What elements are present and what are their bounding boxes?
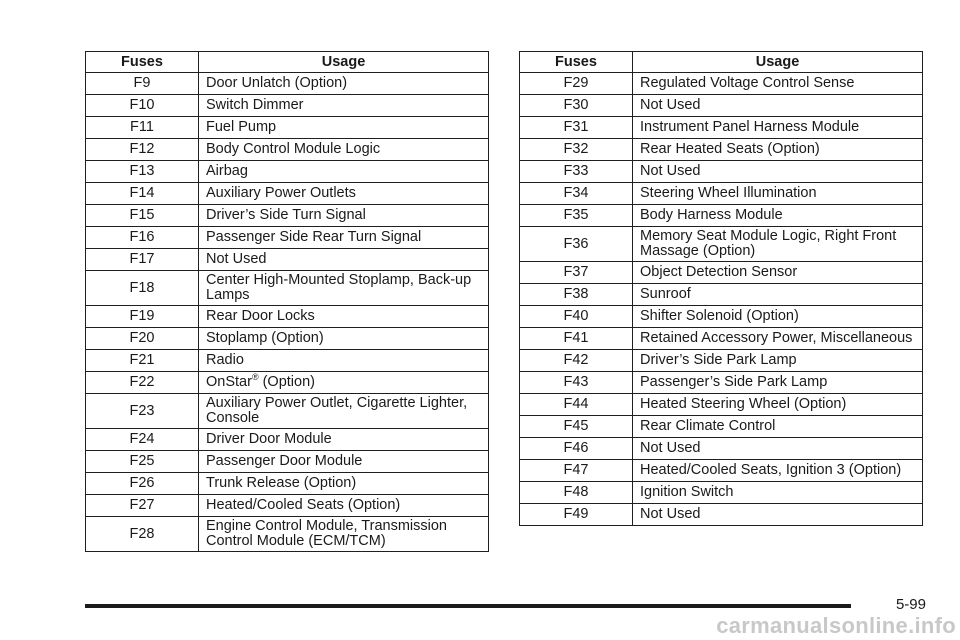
usage-cell: Driver’s Side Turn Signal bbox=[199, 205, 489, 227]
right-table-body bbox=[520, 73, 923, 526]
usage-cell: Trunk Release (Option) bbox=[199, 473, 489, 495]
table-row bbox=[520, 460, 923, 482]
usage-header: Usage bbox=[199, 52, 489, 73]
fuse-id-cell: F23 bbox=[86, 394, 199, 429]
right-fuse-table bbox=[519, 51, 923, 526]
fuse-id-cell: F43 bbox=[520, 372, 633, 394]
usage-cell: Retained Accessory Power, Miscellaneous bbox=[633, 328, 923, 350]
usage-cell: Switch Dimmer bbox=[199, 95, 489, 117]
table-row bbox=[86, 249, 489, 271]
usage-cell: Rear Door Locks bbox=[199, 306, 489, 328]
table-row bbox=[86, 372, 489, 394]
fuse-id-cell: F41 bbox=[520, 328, 633, 350]
table-row bbox=[86, 306, 489, 328]
usage-cell: Not Used bbox=[633, 161, 923, 183]
fuses-header: Fuses bbox=[86, 52, 199, 73]
usage-cell: Auxiliary Power Outlets bbox=[199, 183, 489, 205]
fuse-id-cell: F42 bbox=[520, 350, 633, 372]
fuse-id-cell: F26 bbox=[86, 473, 199, 495]
fuse-id-cell: F33 bbox=[520, 161, 633, 183]
table-row bbox=[520, 183, 923, 205]
usage-cell: Not Used bbox=[633, 95, 923, 117]
usage-cell: Driver’s Side Park Lamp bbox=[633, 350, 923, 372]
table-row bbox=[86, 429, 489, 451]
fuse-id-cell: F12 bbox=[86, 139, 199, 161]
table-row bbox=[520, 328, 923, 350]
fuse-id-cell: F49 bbox=[520, 504, 633, 526]
table-row bbox=[520, 284, 923, 306]
left-fuse-table bbox=[85, 51, 489, 552]
fuse-id-cell: F18 bbox=[86, 271, 199, 306]
fuse-id-cell: F25 bbox=[86, 451, 199, 473]
table-row bbox=[520, 227, 923, 262]
usage-cell: Passenger’s Side Park Lamp bbox=[633, 372, 923, 394]
fuse-id-cell: F34 bbox=[520, 183, 633, 205]
fuse-id-cell: F38 bbox=[520, 284, 633, 306]
usage-cell: Auxiliary Power Outlet, Cigarette Lighter, Console bbox=[199, 394, 489, 429]
table-row bbox=[86, 73, 489, 95]
fuse-id-cell: F30 bbox=[520, 95, 633, 117]
table-row bbox=[86, 95, 489, 117]
table-row bbox=[520, 350, 923, 372]
fuse-id-cell: F19 bbox=[86, 306, 199, 328]
fuse-id-cell: F31 bbox=[520, 117, 633, 139]
usage-text: (Option) bbox=[258, 374, 315, 390]
fuse-id-cell: F27 bbox=[86, 495, 199, 517]
table-row bbox=[520, 95, 923, 117]
fuse-id-cell: F21 bbox=[86, 350, 199, 372]
fuse-id-cell: F36 bbox=[520, 227, 633, 262]
usage-cell: Heated/Cooled Seats, Ignition 3 (Option) bbox=[633, 460, 923, 482]
left-table-body bbox=[86, 73, 489, 552]
table-row bbox=[520, 117, 923, 139]
table-row bbox=[86, 227, 489, 249]
usage-cell: Rear Climate Control bbox=[633, 416, 923, 438]
fuse-id-cell: F9 bbox=[86, 73, 199, 95]
fuse-id-cell: F46 bbox=[520, 438, 633, 460]
usage-cell: Object Detection Sensor bbox=[633, 262, 923, 284]
fuse-id-cell: F24 bbox=[86, 429, 199, 451]
table-row bbox=[520, 372, 923, 394]
table-row bbox=[520, 161, 923, 183]
usage-cell: Engine Control Module, Transmission Control Module (ECM/TCM) bbox=[199, 517, 489, 552]
table-row bbox=[86, 394, 489, 429]
table-row bbox=[520, 262, 923, 284]
usage-cell: Ignition Switch bbox=[633, 482, 923, 504]
fuse-id-cell: F10 bbox=[86, 95, 199, 117]
table-row bbox=[520, 482, 923, 504]
usage-cell: Passenger Door Module bbox=[199, 451, 489, 473]
table-row bbox=[86, 117, 489, 139]
usage-cell bbox=[199, 372, 489, 394]
fuse-id-cell: F37 bbox=[520, 262, 633, 284]
fuse-id-cell: F44 bbox=[520, 394, 633, 416]
fuses-header: Fuses bbox=[520, 52, 633, 73]
table-row bbox=[86, 350, 489, 372]
usage-cell: Stoplamp (Option) bbox=[199, 328, 489, 350]
fuse-id-cell: F15 bbox=[86, 205, 199, 227]
table-row bbox=[86, 183, 489, 205]
fuse-id-cell: F48 bbox=[520, 482, 633, 504]
fuse-id-cell: F17 bbox=[86, 249, 199, 271]
table-row bbox=[86, 205, 489, 227]
table-row bbox=[86, 328, 489, 350]
table-header-row bbox=[520, 52, 923, 73]
usage-cell: Rear Heated Seats (Option) bbox=[633, 139, 923, 161]
usage-cell: Sunroof bbox=[633, 284, 923, 306]
table-row bbox=[86, 473, 489, 495]
table-row bbox=[520, 73, 923, 95]
page-number: 5-99 bbox=[895, 596, 926, 613]
watermark: carmanualsonline.info bbox=[716, 613, 956, 638]
usage-cell: Heated Steering Wheel (Option) bbox=[633, 394, 923, 416]
usage-cell: Regulated Voltage Control Sense bbox=[633, 73, 923, 95]
usage-cell: Shifter Solenoid (Option) bbox=[633, 306, 923, 328]
usage-cell: Not Used bbox=[633, 504, 923, 526]
fuse-id-cell: F22 bbox=[86, 372, 199, 394]
usage-cell: Body Control Module Logic bbox=[199, 139, 489, 161]
fuse-id-cell: F29 bbox=[520, 73, 633, 95]
fuse-id-cell: F32 bbox=[520, 139, 633, 161]
table-row bbox=[520, 205, 923, 227]
fuse-id-cell: F13 bbox=[86, 161, 199, 183]
usage-cell: Instrument Panel Harness Module bbox=[633, 117, 923, 139]
usage-cell: Center High-Mounted Stoplamp, Back-up Lamps bbox=[199, 271, 489, 306]
table-row bbox=[520, 504, 923, 526]
table-row bbox=[520, 416, 923, 438]
fuse-id-cell: F11 bbox=[86, 117, 199, 139]
usage-text: OnStar bbox=[206, 374, 252, 390]
usage-cell: Airbag bbox=[199, 161, 489, 183]
usage-cell: Passenger Side Rear Turn Signal bbox=[199, 227, 489, 249]
usage-cell: Not Used bbox=[633, 438, 923, 460]
fuse-id-cell: F14 bbox=[86, 183, 199, 205]
fuse-id-cell: F47 bbox=[520, 460, 633, 482]
fuse-id-cell: F20 bbox=[86, 328, 199, 350]
usage-cell: Steering Wheel Illumination bbox=[633, 183, 923, 205]
usage-cell: Not Used bbox=[199, 249, 489, 271]
usage-cell: Door Unlatch (Option) bbox=[199, 73, 489, 95]
usage-cell: Fuel Pump bbox=[199, 117, 489, 139]
table-row bbox=[520, 306, 923, 328]
fuse-id-cell: F16 bbox=[86, 227, 199, 249]
usage-cell: Driver Door Module bbox=[199, 429, 489, 451]
table-row bbox=[520, 139, 923, 161]
usage-cell: Heated/Cooled Seats (Option) bbox=[199, 495, 489, 517]
table-row bbox=[86, 495, 489, 517]
usage-cell: Body Harness Module bbox=[633, 205, 923, 227]
fuse-id-cell: F28 bbox=[86, 517, 199, 552]
table-row bbox=[86, 271, 489, 306]
footer-rule bbox=[85, 604, 851, 608]
table-row bbox=[86, 517, 489, 552]
usage-cell: Radio bbox=[199, 350, 489, 372]
table-row bbox=[520, 394, 923, 416]
fuse-id-cell: F40 bbox=[520, 306, 633, 328]
registered-mark: ® bbox=[251, 372, 259, 383]
usage-cell: Memory Seat Module Logic, Right Front Massage (Option) bbox=[633, 227, 923, 262]
usage-header: Usage bbox=[633, 52, 923, 73]
fuse-id-cell: F35 bbox=[520, 205, 633, 227]
table-header-row bbox=[86, 52, 489, 73]
fuse-id-cell: F45 bbox=[520, 416, 633, 438]
table-row bbox=[86, 139, 489, 161]
table-row bbox=[86, 161, 489, 183]
table-row bbox=[520, 438, 923, 460]
table-row bbox=[86, 451, 489, 473]
